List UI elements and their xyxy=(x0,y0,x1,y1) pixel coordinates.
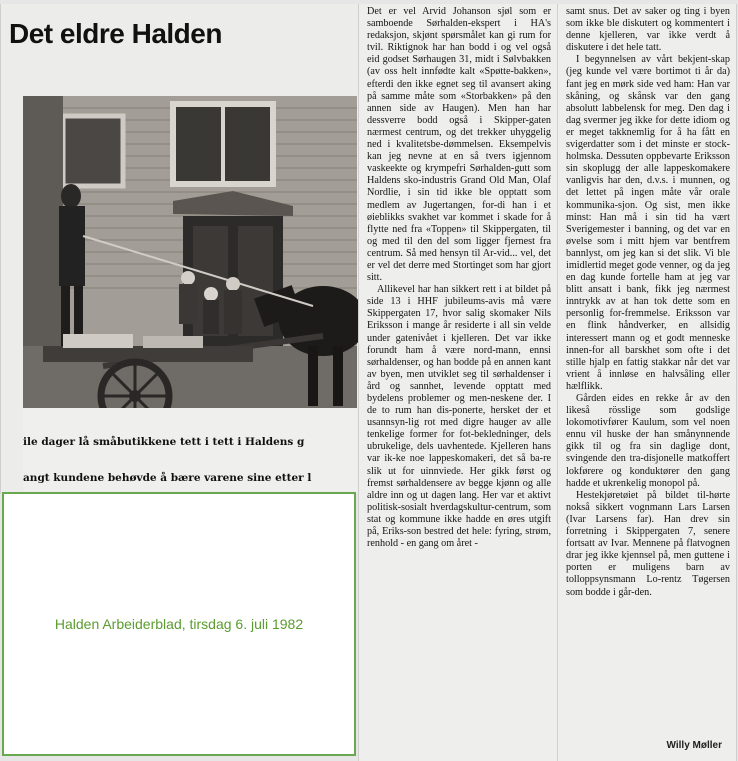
article-headline: Det eldre Halden xyxy=(9,18,222,49)
caption-line: ile dager lå småbutikkene tett i tett i Haldens g xyxy=(23,436,305,448)
author-signature: Willy Møller xyxy=(666,740,722,751)
article-text-middle xyxy=(359,4,557,550)
article-paragraph: Hestekjøretøiet på bildet til-hørte nokså sikkert vognmann Lars Larsen (Ivar Larsens far). Han drev sin forretning i Skippergaten 7, senere fortsatt av Ivar. Mennene på flatvognen drar jeg ikke kjennsel på, men guttene i porten er muligens barn av tolloppsynsmann Lo-rentz Tøgersen som bodde i går-den. xyxy=(566,489,730,598)
historic-street-photo xyxy=(23,96,357,491)
right-column xyxy=(557,4,737,761)
article-paragraph: samt snus. Det av saker og ting i byen som ikke ble diskutert og kommentert i denne kjelleren, var ikke verdt å diskutere i det hele tatt. xyxy=(566,6,730,54)
source-label: Halden Arbeiderblad, tirsdag 6. juli 1982 xyxy=(54,616,304,632)
source-annotation-box xyxy=(2,492,356,756)
article-paragraph: Det er vel Arvid Johanson sjøl som er samboende Sørhalden-ekspert i HA's redaksjon, skjønt spørsmålet kan gi rum for tvil. Riktignok har han bodd i og vel også eid godset Sørhaugen 31, midt i Sølvbakken (av oss helt innfødte kalt «Spøtte-bakken», efterdi den ikke egnet seg til avansert aking på samme måte som «Storbakken» på den annen side av Haugen). Men han har dessverre bodd også i Skipper-gaten nærmest centrum, og det trekker uhyggelig ned i kvalitetsbe-dømmelsen. Eksempelvis kan jeg nevne at en så tvers igjennom vaskeekte og krympefri Sørhalden-gutt som Haldens sko-industris Grand Old Man, Olaf Nordlie, i sin tid ikke ble opptatt som medlem av Jugertangen, for-di han i et øieblikks svakhet var kommet i skade for å flytte ned fra «Toppen» til Skippergaten, til og med til den del som ligger fjernest fra centrum. Så med hensyn til Ar-vid... vel, det er vel det derre med Stortinget som har gjort sitt. xyxy=(367,6,551,284)
article-paragraph: Allikevel har han sikkert rett i at bildet på side 13 i HHF jubileums-avis må være Skippergaten 17, hvor salig skomaker Nils Eriksson i mange år residerte i all sin velde under gatenivået i kjelleren. Det var ikke forundt ham å være nord-mann, ennsi sørhaldenser, og han bodde på en annen kant av byen, men utviklet seg til sørhaldenser i ård og sannhet, levende opptatt med bydelens problemer og men-neskene der. I de to rum han dis-ponerte, hersket der et usannsyn-lig rot med digre hauger av alle tenkelige former for fot-bekledninger, dels ubrukelige, dels uavhentede. Kjelleren hans var ik-ke noe lappeskomakeri, det så ba-re slik ut for uinnviede. Her gikk først og fremst sørhaldensere av begge kjønn og alle aldre inn og ut dagen lang. Her var et aktivt politisk-sosialt hverdagskultur-centrum, som stat og kommune ikke hadde en øres utgift på, Eriks-son bestred det hele: fyring, strøm, renhold - en gang om året - xyxy=(367,284,551,550)
article-paragraph: Gården eides en rekke år av den likeså rösslige som godslige lokomotivfører Kaulum, som vel noen ennu vil huske der han smånynnende gikk til og fra sin daglige dont, svingende den tra-disjonelle matkoffert lokførere og konduktører den gang hadde et ukrenkelig monopol på. xyxy=(566,393,730,489)
article-paragraph: I begynnelsen av vårt bekjent-skap (jeg kunde vel være bortimot ti år da) fant jeg en mørk side ved ham: Han var skåning, og skånsk var den gang absolutt labbelensk for meg. Den dag i dag svermer jeg ikke for dette idiom og er meget takknemlig for å ha fått en svigerdatter som i det minste er stock-holmska. Dessuten oppbevarte Eriksson sin skoplugg der alle lappeskomakere vanligvis har den, d.v.s. i munnen, og det lettet på ingen måte vår orale kommunika-sjon. Og sist, men ikke minst: Han må i sin tid ha vært Sverigemester i banning, og det var en øvelse som i mitt hjem var bentfrem bannlyst, om jeg kan si det slik. Vi ble imidlertid meget gode venner, og da jeg en dag kunde fortelle ham at jeg var blitt ansatt i bank, fikk jeg nærmest inntrykk av at han tok dette som en personlig for-fremmelse. Eriksson var en flink håndverker, en allsidig interessert mann og et godt menneske innen-for all barskhet som ofte i det stille hjalp en fattig stakkar når det var vrient å innløse en halvsåling eller hælflikk. xyxy=(566,54,730,392)
middle-column xyxy=(358,4,558,761)
caption-line: angt kundene behøvde å bære varene sine etter l xyxy=(23,472,312,484)
article-text-right xyxy=(558,4,736,599)
left-column xyxy=(0,4,359,494)
